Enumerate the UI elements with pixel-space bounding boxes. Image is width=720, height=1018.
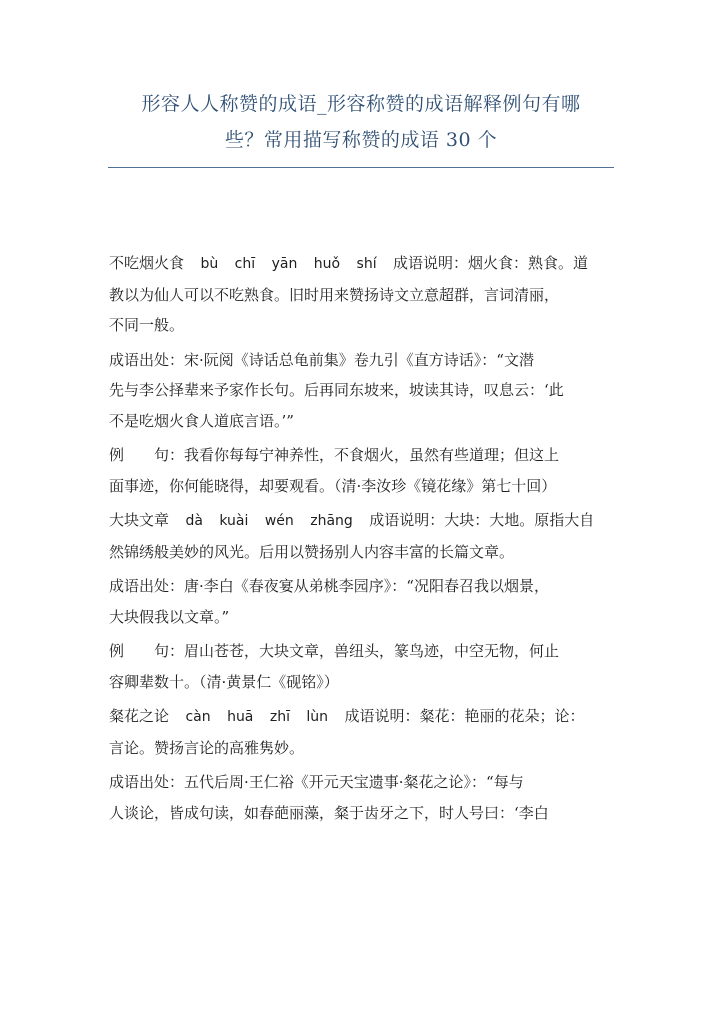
explanation-text: 然锦绣般美妙的风光。后用以赞扬别人内容丰富的长篇文章。 [109,542,515,561]
entry-explanation [109,701,614,763]
example-text: 眉山苍苍，大块文章，兽纽头，篆鸟迹，中空无物，何止 [184,642,560,660]
explanation-text: 成语说明：烟火食：熟食。道 [393,254,589,272]
title-line-1: 形容人人称赞的成语_形容称赞的成语解释例句有哪 [141,93,581,115]
source-text: 不是吃烟火食人道底言语。’” [109,411,294,430]
entry-explanation [109,505,614,567]
idiom-name: 不吃烟火食 [109,254,185,272]
explanation-text: 成语说明：粲花：艳丽的花朵；论： [344,707,585,725]
source-text: 成语出处：五代后周·王仁裕《开元天宝遗事·粲花之论》：“每与 [109,773,524,791]
entry-source [109,571,614,632]
entry-example [109,636,614,697]
title-line-2: 些？常用描写称赞的成语 30 个 [224,129,498,151]
source-text: 先与李公择辈来予家作长句。后再同东坡来，坡读其诗，叹息云：‘此 [109,381,564,399]
explanation-text: 教以为仙人可以不吃熟食。旧时用来赞扬诗文立意超群，言词清丽， [109,285,560,304]
document-body [109,248,614,832]
idiom-pinyin: dà kuài wén zhāng [169,513,370,529]
idiom-pinyin: bù chī yān huǒ shí [184,256,394,272]
entry-source [109,767,614,828]
source-text: 成语出处：唐·李白《春夜宴从弟桃李园序》：“况阳春召我以烟景， [109,577,549,595]
example-text: 我看你每每宁神养性，不食烟火，虽然有些道理；但这上 [184,446,560,464]
example-text: 面事迹，你何能晓得，却要观看。（清·李汝珍《镜花缘》第七十回） [109,476,557,495]
entry-explanation [109,248,614,341]
example-label: 句： [154,446,185,464]
idiom-pinyin: càn huā zhī lùn [169,709,345,725]
document-title [108,86,614,158]
title-underline [108,167,614,168]
example-label: 例 [109,642,125,660]
source-text: 成语出处：宋·阮阅《诗话总龟前集》卷九引《直方诗话》：“文潜 [109,350,534,369]
explanation-text: 不同一般。 [109,316,185,334]
entry-source [109,345,614,437]
example-text: 容卿辈数十。（清·黄景仁《砚铭》） [109,672,339,691]
explanation-text: 成语说明：大块：大地。原指大自 [369,511,595,529]
example-label: 句： [154,642,185,660]
example-label: 例 [109,446,125,464]
explanation-text: 言论。赞扬言论的高雅隽妙。 [109,738,305,757]
idiom-name: 大块文章 [109,511,170,529]
entry-example [109,440,614,501]
idiom-name: 粲花之论 [109,707,170,725]
source-text: 人谈论，皆成句读，如春葩丽藻，粲于齿牙之下，时人号曰：‘李白 [109,803,549,822]
source-text: 大块假我以文章。” [109,607,230,626]
